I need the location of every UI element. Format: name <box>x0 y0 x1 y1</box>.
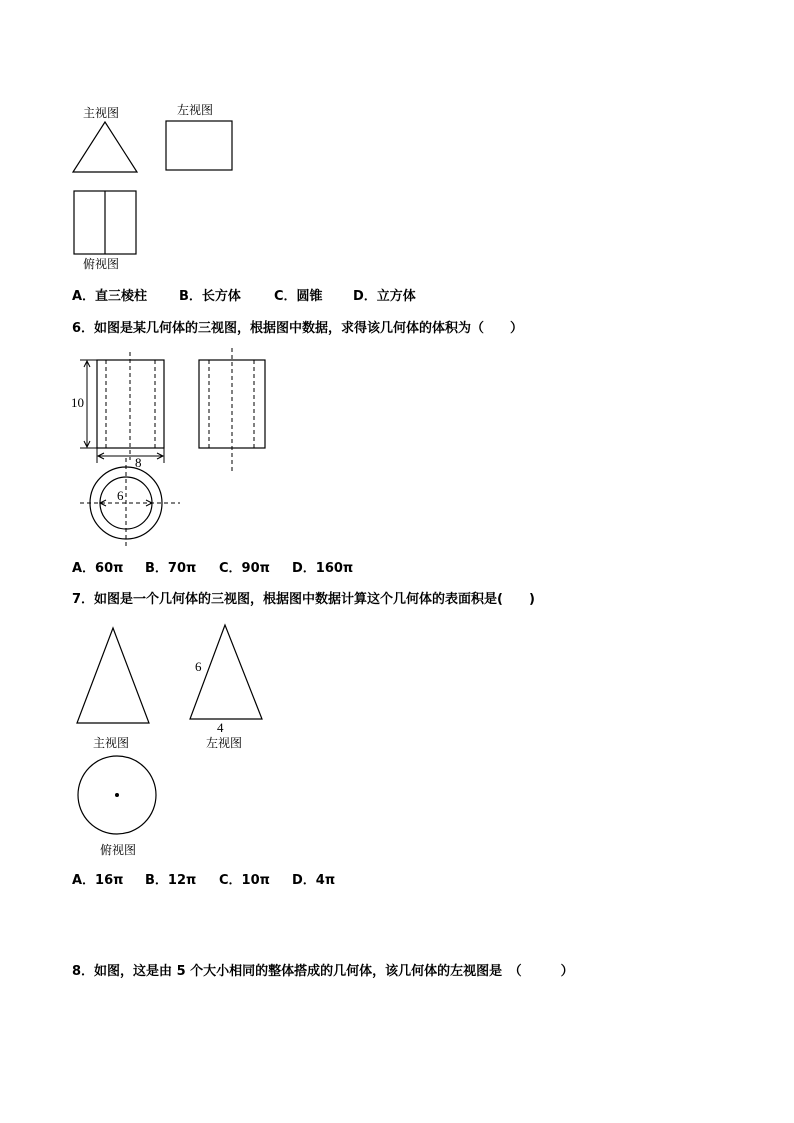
q6-option-b[interactable]: B．70π <box>145 561 197 576</box>
q5-front-view-label: 主视图 <box>83 106 120 120</box>
q7-top-view-center-dot <box>115 793 119 797</box>
q5-option-d[interactable]: D．立方体 <box>353 289 416 304</box>
q7-option-a[interactable]: A．16π <box>72 873 124 888</box>
q7-base-value: 4 <box>217 720 224 735</box>
q5-option-a[interactable]: A．直三棱柱 <box>72 289 148 304</box>
q7-front-view-triangle <box>77 628 149 723</box>
q6-option-a[interactable]: A．60π <box>72 561 124 576</box>
q7-stem: 7．如图是一个几何体的三视图，根据图中数据计算这个几何体的表面积是( ) <box>72 592 535 607</box>
q7-option-b[interactable]: B．12π <box>145 873 197 888</box>
q6-stem: 6．如图是某几何体的三视图，根据图中数据，求得该几何体的体积为（ ） <box>72 321 524 336</box>
q6-outer-diameter-value: 8 <box>135 455 142 470</box>
q6-option-d[interactable]: D．160π <box>292 561 354 576</box>
q5-top-view-label: 俯视图 <box>83 257 120 271</box>
q7-front-view-label: 主视图 <box>93 736 130 750</box>
q6-inner-diameter-value: 6 <box>117 488 124 503</box>
q7-option-c[interactable]: C．10π <box>219 873 270 888</box>
q8-stem: 8．如图，这是由 5 个大小相同的整体搭成的几何体，该几何体的左视图是 （ ） <box>72 964 574 979</box>
q7-top-view-label: 俯视图 <box>100 843 137 857</box>
q5-option-b[interactable]: B．长方体 <box>179 289 241 304</box>
q7-option-d[interactable]: D．4π <box>292 873 336 888</box>
q6-option-c[interactable]: C．90π <box>219 561 270 576</box>
q5-option-c[interactable]: C．圆锥 <box>274 289 323 304</box>
q6-height-value: 10 <box>71 395 84 410</box>
q5-left-view-label: 左视图 <box>177 103 214 117</box>
q7-slant-height-value: 6 <box>195 659 202 674</box>
q7-left-view-label: 左视图 <box>206 736 243 750</box>
q7-options <box>72 873 335 889</box>
